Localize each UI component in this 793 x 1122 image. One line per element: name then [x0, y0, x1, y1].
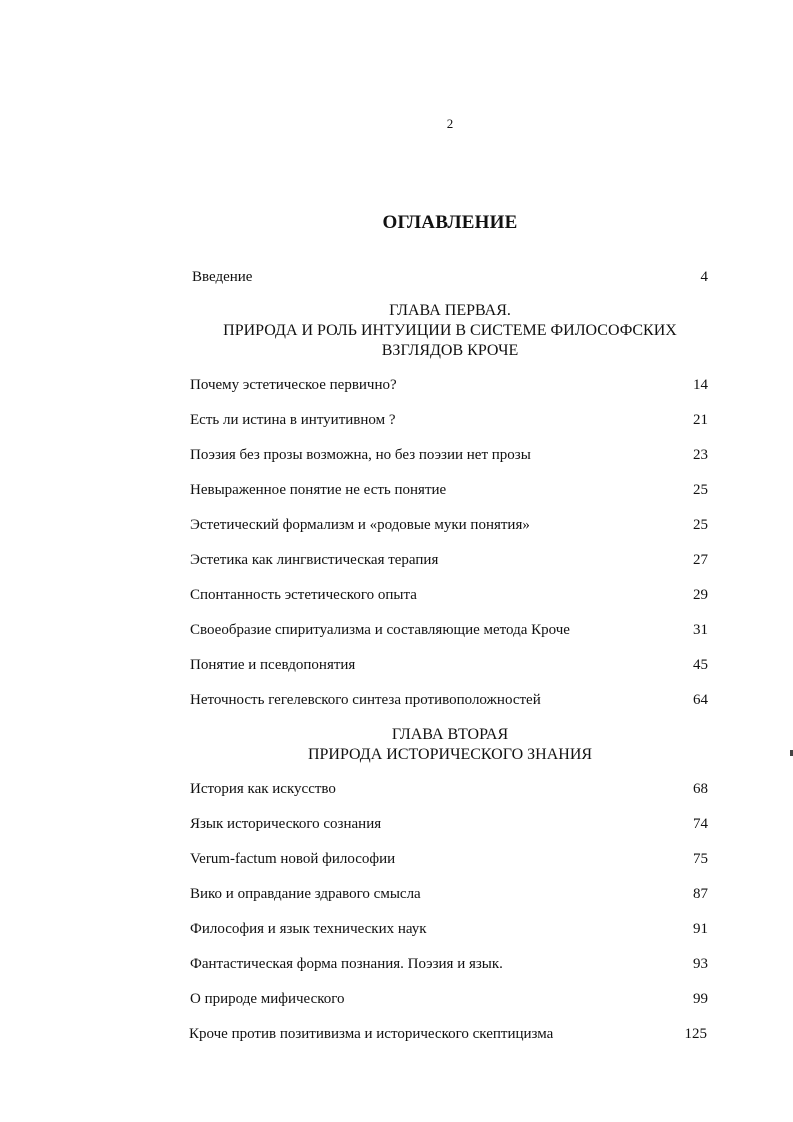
- toc-entry-page: 21: [693, 412, 708, 428]
- toc-entry-page: 4: [700, 269, 708, 285]
- toc-entry-label: Невыраженное понятие не есть понятие: [190, 482, 447, 498]
- toc-entry-label: Введение: [192, 269, 253, 285]
- toc-entry-page: 25: [693, 482, 708, 498]
- toc-title: ОГЛАВЛЕНИЕ: [382, 212, 518, 233]
- toc-entry-page: 125: [684, 1026, 707, 1042]
- page-number: 2: [446, 116, 454, 131]
- toc-entry: [190, 445, 708, 465]
- toc-entry-label: Эстетика как лингвистическая терапия: [190, 552, 439, 568]
- toc-entry-page: 27: [693, 552, 708, 568]
- toc-entry: [190, 954, 708, 974]
- toc-entry-label: Неточность гегелевского синтеза противоположностей: [190, 692, 541, 708]
- toc-entry: [190, 620, 708, 640]
- toc-entry-page: 93: [693, 956, 708, 972]
- toc-entry: [190, 814, 708, 834]
- toc-entry-label: Спонтанность эстетического опыта: [190, 587, 417, 603]
- toc-entry-label: История как искусство: [190, 781, 336, 797]
- toc-entry-page: 29: [693, 587, 708, 603]
- chapter1-heading-line1: ГЛАВА ПЕРВАЯ.: [389, 302, 511, 319]
- toc-entry-label: Своеобразие спиритуализма и составляющие метода Кроче: [190, 622, 570, 638]
- toc-entry: [190, 919, 708, 939]
- chapter2-heading-line2: ПРИРОДА ИСТОРИЧЕСКОГО ЗНАНИЯ: [307, 746, 593, 763]
- toc-entry-page: 91: [693, 921, 708, 937]
- toc-entry-page: 68: [693, 781, 708, 797]
- toc-entry-label: О природе мифического: [190, 991, 345, 1007]
- toc-entry: [190, 989, 708, 1009]
- toc-entry-page: 25: [693, 517, 708, 533]
- toc-entry-label: Язык исторического сознания: [190, 816, 382, 832]
- toc-entry: [190, 779, 708, 799]
- toc-entry-page: 31: [693, 622, 708, 638]
- toc-entry-label: Есть ли истина в интуитивном ?: [190, 412, 396, 428]
- toc-entry-label: Вико и оправдание здравого смысла: [190, 886, 421, 902]
- toc-entry-page: 75: [693, 851, 708, 867]
- chapter2-heading-line1: ГЛАВА ВТОРАЯ: [391, 726, 509, 743]
- toc-entry-page: 74: [693, 816, 708, 832]
- chapter1-heading-line2: ПРИРОДА И РОЛЬ ИНТУИЦИИ В СИСТЕМЕ ФИЛОСОФСКИХ: [223, 322, 677, 339]
- toc-entry: [190, 375, 708, 395]
- toc-entry: [190, 849, 708, 869]
- toc-entry: [190, 690, 708, 710]
- toc-entry-page: 87: [693, 886, 708, 902]
- toc-entry: [190, 410, 708, 430]
- toc-entry-label: Эстетический формализм и «родовые муки понятия»: [190, 517, 530, 533]
- toc-entry-label: Кроче против позитивизма и исторического скептицизма: [189, 1026, 554, 1042]
- toc-entry-label: Verum-factum новой философии: [190, 851, 396, 867]
- toc-entry: [190, 480, 708, 500]
- toc-entry-label: Поэзия без прозы возможна, но без поэзии нет прозы: [190, 447, 531, 463]
- toc-entry: [190, 550, 708, 570]
- chapter1-heading-line3: ВЗГЛЯДОВ КРОЧЕ: [381, 342, 519, 359]
- toc-entry: [190, 884, 708, 904]
- toc-entry-intro: [192, 267, 708, 287]
- toc-entry: [190, 515, 708, 535]
- toc-entry-label: Фантастическая форма познания. Поэзия и язык.: [190, 956, 503, 972]
- toc-entry-page: 64: [693, 692, 708, 708]
- toc-entry: [190, 585, 708, 605]
- toc-entry-page: 45: [693, 657, 708, 673]
- toc-entry-page: 99: [693, 991, 708, 1007]
- toc-entry: [189, 1024, 707, 1044]
- toc-entry-label: Почему эстетическое первично?: [190, 377, 397, 393]
- toc-entry-label: Понятие и псевдопонятия: [190, 657, 356, 673]
- toc-entry-page: 14: [693, 377, 708, 393]
- toc-entry: [190, 655, 708, 675]
- toc-entry-page: 23: [693, 447, 708, 463]
- toc-entry-label: Философия и язык технических наук: [190, 921, 427, 937]
